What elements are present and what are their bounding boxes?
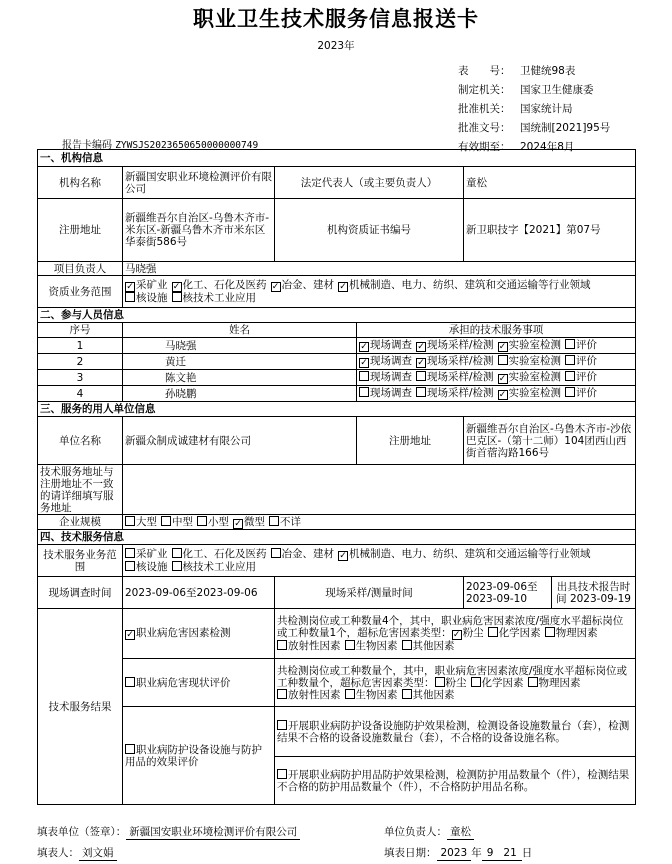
checkbox[interactable]	[269, 516, 279, 526]
filler: 填表人： 刘文娟	[37, 845, 117, 861]
org-name-label: 机构名称	[38, 167, 123, 199]
legal-rep-label: 法定代表人（或主要负责人）	[275, 167, 464, 199]
staff-duties: ✓ 现场调查 ✓ 现场采样/检测 实验室检测 评价	[357, 354, 636, 370]
survey-time-label: 现场调查时间	[38, 577, 123, 609]
staff-name: 陈文艳	[123, 370, 357, 386]
staff-no: 4	[38, 386, 123, 402]
service-scope-options: 采矿业 化工、石化及医药 冶金、建材 ✓ 机械制造、电力、纺织、建筑和交通运输等行业领域 核设施 核技术工业应用	[123, 545, 636, 577]
checkbox[interactable]: ✓	[172, 282, 181, 292]
report-card-code: 报告卡编码 ZYWSJS2023650650000000749	[62, 140, 259, 151]
table-row	[38, 338, 636, 354]
report-time-cell	[552, 577, 636, 609]
report-time-label: 出具技术报告时间	[556, 580, 631, 605]
checkbox[interactable]	[277, 769, 287, 779]
meta-row: 批准文号： 国统制[2021]95号	[458, 122, 611, 134]
company-size-options: 大型 中型 小型 ✓ 微型 不详	[123, 515, 636, 530]
table-row	[38, 370, 636, 386]
service-scope-label: 技术服务业务范围	[38, 545, 123, 577]
meta-row: 制定机关： 国家卫生健康委	[458, 84, 594, 96]
filler-value: 刘文娟	[79, 847, 117, 861]
result-detection-text: 共检测岗位或工种数量4个，其中，职业病危害因素浓度/强度水平超标岗位或工种数量1个，超标危害因素类型：✓ 粉尘 化学因素 物理因素放射性因素 生物因素 其他因素	[275, 609, 636, 659]
checkbox[interactable]	[277, 640, 287, 650]
meta-row: 有效期至： 2024年8月	[458, 141, 575, 153]
checkbox[interactable]: ✓	[452, 630, 461, 640]
fill-date-month: 9	[482, 847, 499, 861]
sampling-time-value: 2023-09-06至2023-09-10	[464, 577, 552, 609]
table-row	[38, 354, 636, 370]
checkbox[interactable]: ✓	[417, 358, 425, 368]
reg-address-value: 新疆维吾尔自治区-乌鲁木齐市-米东区-新疆乌鲁木齐市米东区华泰街586号	[123, 199, 275, 262]
report-form-table	[37, 149, 636, 805]
checkbox[interactable]	[277, 720, 287, 730]
checkbox[interactable]: ✓	[339, 551, 347, 561]
result-equipment-text: 开展职业病防护设备设施防护效果检测，检测设备设施数量台（套），检测结果不合格的设备设施数量台（套），不合格的设备设施名称。	[275, 707, 636, 757]
checkbox[interactable]	[125, 677, 135, 687]
employer-name-value: 新疆众制成诚建材有限公司	[123, 417, 357, 465]
checkbox[interactable]	[402, 689, 412, 699]
filling-unit: 填表单位（签章）： 新疆国安职业环境检测评价有限公司	[37, 824, 300, 840]
checkbox[interactable]	[402, 640, 412, 650]
result-ppe-text: 开展职业病防护用品防护效果检测，检测防护用品数量个（件），检测结果不合格的防护用品数量个（件），不合格防护用品名称。	[275, 757, 636, 805]
staff-name: 马晓强	[123, 338, 357, 354]
form-year: 2023年	[317, 40, 355, 52]
checkbox[interactable]	[345, 689, 355, 699]
checkbox[interactable]	[498, 355, 508, 365]
employer-reg-value: 新疆维吾尔自治区-乌鲁木齐市-沙依巴克区-（第十二师）104团西山西街首蓿沟路166号	[464, 417, 636, 465]
checkbox[interactable]	[565, 387, 575, 397]
result-detection-label: ✓ 职业病危害因素检测	[123, 609, 275, 659]
checkbox[interactable]	[359, 387, 369, 397]
checkbox[interactable]	[471, 677, 481, 687]
employer-reg-label: 注册地址	[357, 417, 464, 465]
checkbox[interactable]	[271, 548, 281, 558]
checkbox[interactable]: ✓	[126, 282, 134, 292]
checkbox[interactable]	[197, 516, 207, 526]
checkbox[interactable]: ✓	[339, 282, 347, 292]
checkbox[interactable]	[172, 292, 182, 302]
project-lead-label: 项目负责人	[38, 262, 123, 276]
checkbox[interactable]	[125, 561, 135, 571]
staff-duties: ✓ 现场调查 ✓ 现场采样/检测 ✓ 实验室检测 评价	[357, 338, 636, 354]
checkbox[interactable]	[416, 371, 426, 381]
checkbox[interactable]: ✓	[498, 390, 507, 400]
col-header-duties: 承担的技术服务事项	[357, 323, 636, 338]
checkbox[interactable]	[488, 627, 498, 637]
checkbox[interactable]	[172, 548, 182, 558]
checkbox[interactable]	[565, 339, 575, 349]
section-employer-heading: 三、服务的用人单位信息	[38, 402, 636, 417]
checkbox[interactable]	[359, 371, 369, 381]
staff-no: 2	[38, 354, 123, 370]
checkbox[interactable]: ✓	[360, 358, 368, 368]
org-name-value: 新疆国安职业环境检测评价有限公司	[123, 167, 275, 199]
checkbox[interactable]	[416, 387, 426, 397]
result-evaluation-label: 职业病危害现状评价	[123, 659, 275, 707]
qual-scope-options: ✓ 采矿业 ✓ 化工、石化及医药 ✓ 冶金、建材 ✓ 机械制造、电力、纺织、建筑和交通运输等行业领域 核设施 核技术工业应用	[123, 276, 636, 308]
staff-no: 3	[38, 370, 123, 386]
unit-head-value: 童松	[447, 826, 474, 840]
checkbox[interactable]	[125, 516, 135, 526]
result-protection-label: 职业病防护设备设施与防护用品的效果评价	[123, 707, 275, 805]
checkbox[interactable]	[125, 744, 135, 754]
checkbox[interactable]	[435, 677, 445, 687]
cert-number-label: 机构资质证书编号	[275, 199, 464, 262]
sampling-time-label: 现场采样/测量时间	[275, 577, 464, 609]
fill-date-day: 21	[498, 847, 521, 861]
form-meta	[458, 62, 610, 157]
service-address-label: 技术服务地址与注册地址不一致的请详细填写服务地址	[38, 465, 123, 515]
checkbox[interactable]: ✓	[271, 282, 280, 292]
section-org-heading: 一、机构信息	[38, 150, 636, 167]
reg-address-label: 注册地址	[38, 199, 123, 262]
checkbox[interactable]: ✓	[417, 342, 425, 352]
staff-duties: 现场调查 现场采样/检测 ✓ 实验室检测 评价	[357, 386, 636, 402]
staff-no: 1	[38, 338, 123, 354]
checkbox[interactable]	[545, 627, 555, 637]
employer-name-label: 单位名称	[38, 417, 123, 465]
section-staff-heading: 二、参与人员信息	[38, 308, 636, 323]
fill-date-year: 2023	[437, 847, 472, 861]
checkbox[interactable]	[277, 689, 287, 699]
qual-scope-label: 资质业务范围	[38, 276, 123, 308]
report-time-value: 2023-09-19	[569, 592, 631, 605]
fill-date: 填表日期： 2023 年 9 21 日	[384, 847, 533, 859]
checkbox[interactable]	[565, 371, 575, 381]
project-lead-value: 马晓强	[123, 262, 636, 276]
checkbox[interactable]	[125, 548, 135, 558]
checkbox[interactable]	[125, 292, 135, 302]
checkbox[interactable]: ✓	[360, 342, 368, 352]
company-size-label: 企业规模	[38, 515, 123, 530]
checkbox[interactable]: ✓	[498, 342, 507, 352]
meta-row: 批准机关： 国家统计局	[458, 103, 573, 115]
checkbox[interactable]	[528, 677, 538, 687]
survey-time-value: 2023-09-06至2023-09-06	[123, 577, 275, 609]
staff-name: 黄迁	[123, 354, 357, 370]
unit-head: 单位负责人： 童松	[384, 824, 474, 840]
results-label: 技术服务结果	[38, 609, 123, 805]
section-service-heading: 四、技术服务信息	[38, 530, 636, 545]
legal-rep-value: 童松	[464, 167, 636, 199]
checkbox[interactable]	[172, 561, 182, 571]
col-header-name: 姓名	[123, 323, 357, 338]
checkbox[interactable]: ✓	[498, 374, 507, 384]
checkbox[interactable]: ✓	[126, 630, 134, 640]
table-row	[38, 386, 636, 402]
result-evaluation-text: 共检测岗位或工种数量个，其中，职业病危害因素浓度/强度水平超标岗位或工种数量个，超标危害因素类型： 粉尘 化学因素 物理因素放射性因素 生物因素 其他因素	[275, 659, 636, 707]
col-header-no: 序号	[38, 323, 123, 338]
form-title: 职业卫生技术服务信息报送卡	[193, 6, 479, 31]
checkbox[interactable]	[565, 355, 575, 365]
checkbox[interactable]	[161, 516, 171, 526]
service-address-value	[123, 465, 636, 515]
checkbox[interactable]	[345, 640, 355, 650]
staff-duties: 现场调查 现场采样/检测 ✓ 实验室检测 评价	[357, 370, 636, 386]
meta-row: 表 号： 卫健统98表	[458, 65, 576, 77]
staff-name: 孙晓鹏	[123, 386, 357, 402]
checkbox[interactable]: ✓	[234, 518, 242, 529]
cert-number-value: 新卫职技字【2021】第07号	[464, 199, 636, 262]
filling-unit-value: 新疆国安职业环境检测评价有限公司	[126, 826, 300, 840]
